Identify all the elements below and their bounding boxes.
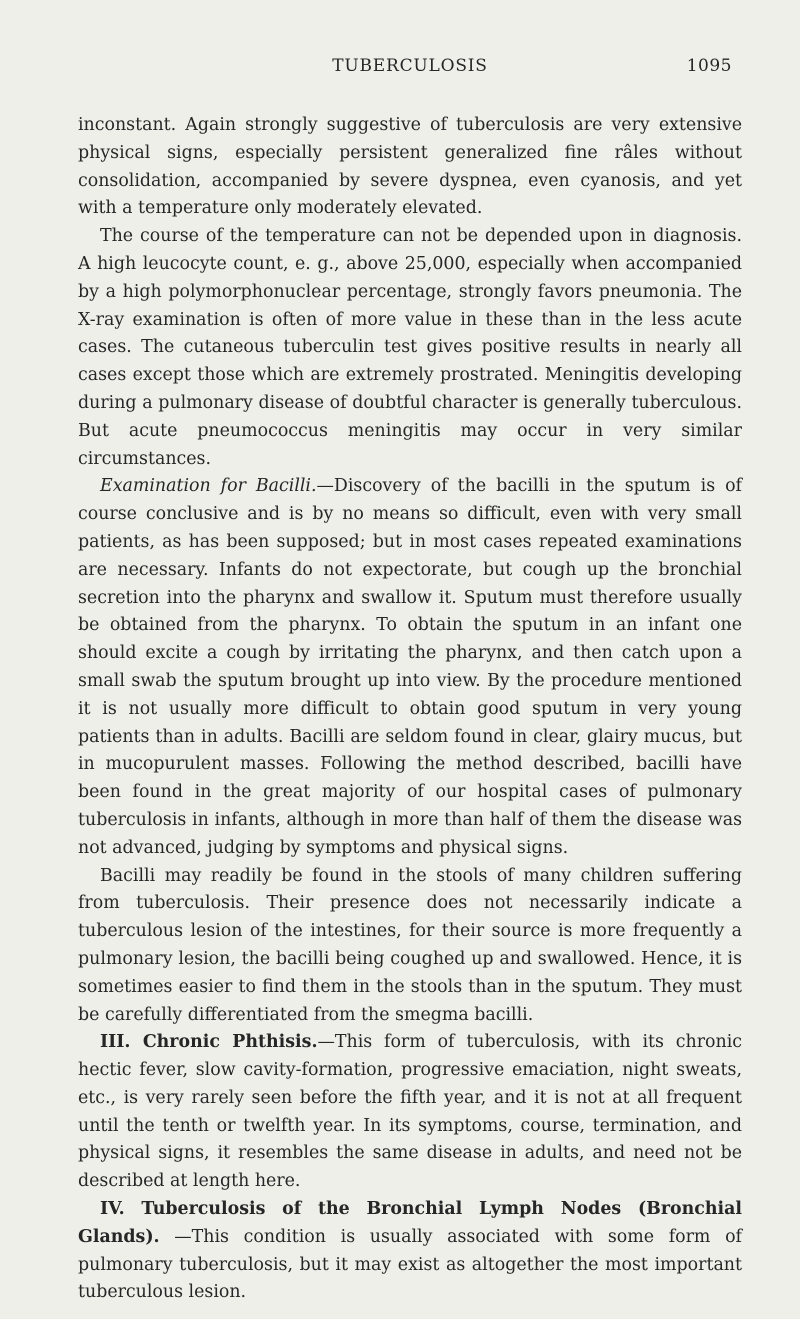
paragraph-text: —This form of tuberculosis, with its chronic hectic fever, slow cavity-formation, progressive emaciation, night sweats, etc., is very rarely seen before the fifth year, and it is not at all frequent until the tenth or twelfth year. In its symptoms, course, termination, and physical signs, it resembles the same disease in adults, and need not be described at length here.: [78, 1032, 742, 1192]
body-text: [78, 112, 742, 1307]
running-head: [78, 56, 742, 92]
paragraph-text: —This condition is usually associated with some form of pulmonary tuberculosis, but it may exist as altogether the most important tuberculous lesion.: [78, 1226, 742, 1303]
section-heading-italic: Examination for Bacilli.: [100, 476, 317, 497]
paragraph-examination-for-bacilli: [78, 473, 742, 862]
paragraph-text: —Discovery of the bacilli in the sputum is of course conclusive and is by no means so difficult, even with very small patients, as has been supposed; but in most cases repeated examinations are necessary. Infants do not expectorate, but cough up the bronchial secretion into the pharynx and swallow it. Sputum must therefore usually be obtained from the pharynx. To obtain the sputum in an infant one should excite a cough by irritating the pharynx, and then catch upon a small swab the sputum brought up into view. By the procedure mentioned it is not usually more difficult to obtain good sputum in very young patients than in adults. Bacilli are seldom found in clear, glairy mucus, but in mucopurulent masses. Following the method described, bacilli have been found in the great majority of our hospital cases of pulmonary tuberculosis in infants, although in more than half of them the disease was not advanced, judging by symptoms and physical signs.: [78, 476, 742, 858]
paragraph-text: inconstant. Again strongly suggestive of tuberculosis are very extensive physical signs, especially persistent generalized fine râles without consolidation, accompanied by severe dyspnea, even cyanosis, and yet with a temperature only moderately elevated.: [78, 115, 742, 219]
page-number: 1095: [686, 56, 732, 76]
paragraph-continuation: [78, 112, 742, 223]
paragraph-temperature-course: [78, 223, 742, 473]
running-title: TUBERCULOSIS: [332, 56, 488, 76]
section-heading-bold: III. Chronic Phthisis.: [100, 1032, 318, 1053]
paragraph-chronic-phthisis: [78, 1029, 742, 1196]
section-heading-bold: IV. Tuberculosis of the Bronchial Lymph Nodes (Bronchial Glands).: [78, 1199, 742, 1247]
paragraph-text: The course of the temperature can not be depended upon in diagnosis. A high leucocyte count, e. g., above 25,000, especially when accompanied by a high polymorphonuclear percentage, strongly favors pneumonia. The X-ray examination is often of more value in these than in the less acute cases. The cutaneous tuberculin test gives positive results in nearly all cases except those which are extremely prostrated. Meningitis developing during a pulmonary disease of doubtful character is generally tuberculous. But acute pneumococcus meningitis may occur in very similar circumstances.: [78, 226, 742, 469]
paragraph-bronchial-lymph-nodes: [78, 1196, 742, 1307]
paragraph-text: Bacilli may readily be found in the stools of many children suffering from tuberculosis. Their presence does not necessarily indicate a tuberculous lesion of the intestines, for their source is more frequently a pulmonary lesion, the bacilli being coughed up and swallowed. Hence, it is sometimes easier to find them in the stools than in the sputum. They must be carefully differentiated from the smegma bacilli.: [78, 865, 742, 1025]
paragraph-bacilli-in-stools: [78, 863, 742, 1030]
